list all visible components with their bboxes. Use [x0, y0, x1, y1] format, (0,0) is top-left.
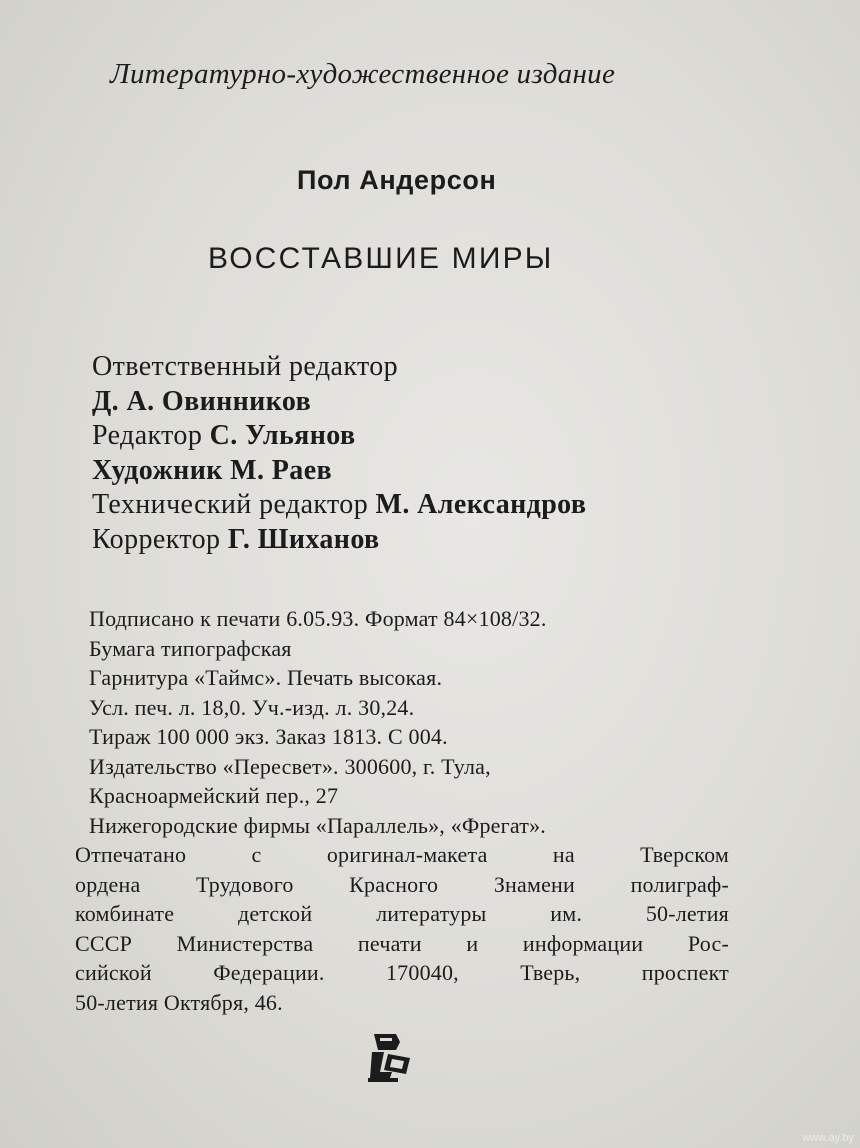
imprint-line: Подписано к печати 6.05.93. Формат 84×108/32. [89, 606, 547, 631]
tech-editor-name: М. Александров [375, 489, 587, 520]
imprint-line: Усл. печ. л. 18,0. Уч.-изд. л. 30,24. [89, 694, 415, 720]
imprint-line: Бумага типографская [89, 635, 292, 661]
imprint-line: Тираж 100 000 экз. Заказ 1813. С 004. [89, 724, 448, 749]
imprint-line: СССР Министерства печати и информации Рос- [75, 930, 729, 956]
imprint-block [75, 604, 729, 1017]
proofreader-line [92, 523, 586, 558]
imprint-line: Нижегородские фирмы «Параллель», «Фрегат». [89, 812, 546, 838]
proofreader-label: Корректор [92, 523, 221, 555]
imprint-line: Отпечатано с оригинал-макета на Тверском [75, 842, 729, 867]
proofreader-name: Г. Шиханов [227, 523, 380, 555]
imprint-line: Гарнитура «Таймс». Печать высокая. [89, 665, 443, 690]
book-title: ВОССТАВШИЕ МИРЫ [208, 242, 554, 275]
imprint-line: Издательство «Пересвет». 300600, г. Тула, [89, 753, 491, 779]
editor-label: Редактор [92, 420, 203, 451]
tech-editor-line [92, 488, 586, 523]
tech-editor-label: Технический редактор [92, 489, 369, 520]
imprint-line: Красноармейский пер., 27 [89, 783, 339, 808]
imprint-line: комбинате детской литературы им. 50-летия [75, 901, 729, 926]
resp-editor-label: Ответственный редактор [92, 351, 399, 382]
series-line: Литературно-художественное издание [110, 58, 616, 90]
imprint-line: 50-летия Октября, 46. [75, 989, 283, 1015]
editor-line [92, 419, 586, 454]
editor-name: С. Ульянов [209, 420, 356, 451]
imprint-line: ордена Трудового Красного Знамени полиграф- [75, 871, 729, 897]
resp-editor-name: Д. А. Овинников [92, 385, 312, 417]
printer-emblem-icon [366, 1028, 416, 1084]
author-name: Пол Андерсон [297, 165, 497, 195]
imprint-line: сийской Федерации. 170040, Тверь, проспект [75, 960, 729, 985]
artist-line: Художник М. Раев [92, 454, 333, 486]
watermark-text: www.ay.by [802, 1132, 854, 1144]
credits-block [92, 350, 586, 557]
